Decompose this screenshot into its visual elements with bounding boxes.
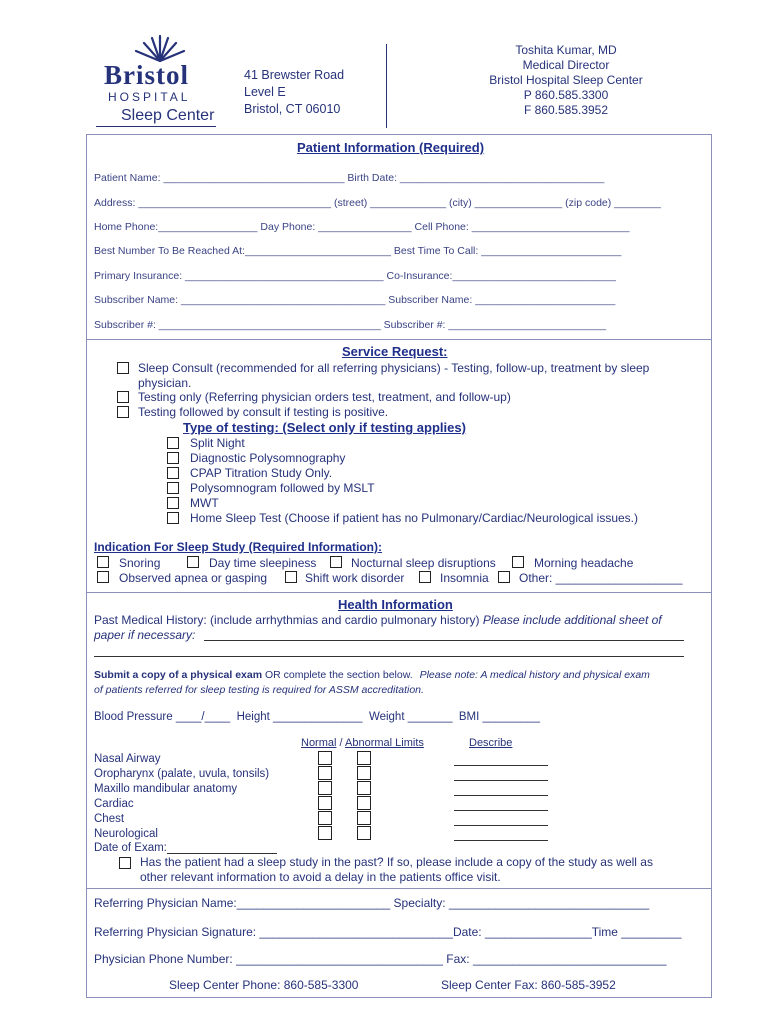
contact-line: Bristol Hospital Sleep Center: [489, 73, 643, 87]
section-divider: [86, 888, 712, 889]
address-line: 41 Brewster Road: [244, 68, 345, 82]
patient-section-title: Patient Information (Required): [297, 140, 485, 155]
logo-sub: HOSPITAL: [108, 90, 191, 104]
normal-checkbox[interactable]: [318, 826, 332, 840]
psg-mslt-checkbox[interactable]: [167, 482, 179, 494]
section-divider: [86, 339, 712, 340]
other-checkbox[interactable]: [498, 571, 510, 583]
section-divider: [86, 592, 712, 593]
submit-exam-note: Please note: A medical history and physical exam: [419, 669, 650, 681]
testing-only-checkbox[interactable]: [117, 391, 129, 403]
best-number-row[interactable]: Best Number To Be Reached At:_________________________ Best Time To Call: ________________________: [94, 245, 622, 257]
sunburst-logo-icon: [130, 34, 190, 62]
contact-line: P 860.585.3300: [523, 88, 609, 102]
normal-checkbox[interactable]: [318, 781, 332, 795]
pmh-note-cont: paper if necessary:: [94, 628, 196, 642]
describe-line[interactable]: [454, 825, 548, 826]
col-abnormal: Abnormal Limits: [345, 737, 424, 749]
subscriber-number-row[interactable]: Subscriber #: ______________________________________ Subscriber #: ___________________________: [94, 319, 607, 331]
testing-type-title: Type of testing: (Select only if testing applies): [183, 420, 466, 435]
split-night-checkbox[interactable]: [167, 437, 179, 449]
patient-name-row[interactable]: Patient Name: _______________________________ Birth Date: ___________________________________: [94, 172, 605, 184]
abnormal-checkbox[interactable]: [357, 826, 371, 840]
date-of-exam-line[interactable]: [167, 853, 277, 854]
testing-consult-checkbox[interactable]: [117, 406, 129, 418]
date-of-exam-label: Date of Exam:: [94, 842, 167, 854]
morning-headache-checkbox[interactable]: [512, 556, 524, 568]
sleep-consult-checkbox[interactable]: [117, 362, 129, 374]
prior-study-checkbox[interactable]: [119, 857, 131, 869]
header-divider: [386, 44, 387, 128]
exam-oropharynx: Oropharynx (palate, uvula, tonsils): [94, 768, 270, 780]
sleep-center-fax: Sleep Center Fax: 860-585-3952: [441, 978, 616, 992]
testing-consult-label: Testing followed by consult if testing is positive.: [138, 405, 389, 419]
referring-name-row[interactable]: Referring Physician Name:_______________________ Specialty: ______________________________: [94, 896, 650, 910]
abnormal-checkbox[interactable]: [357, 781, 371, 795]
prior-study-label: Has the patient had a sleep study in the past? If so, please include a copy of the study as well as: [140, 855, 653, 869]
mwt-label: MWT: [190, 496, 219, 510]
normal-checkbox[interactable]: [318, 811, 332, 825]
cpap-titration-checkbox[interactable]: [167, 467, 179, 479]
shift-work-checkbox[interactable]: [285, 571, 297, 583]
address-block: [244, 67, 344, 118]
exam-chest: Chest: [94, 813, 125, 825]
submit-exam-note-cont: of patients referred for sleep testing is required for ASSM accreditation.: [94, 684, 424, 696]
nocturnal-disruptions-checkbox[interactable]: [330, 556, 342, 568]
exam-neurological: Neurological: [94, 828, 158, 840]
phone-row[interactable]: Home Phone:_________________ Day Phone: ________________ Cell Phone: ___________________________: [94, 221, 630, 233]
vitals-row[interactable]: Blood Pressure ____/____ Height ______________ Weight _______ BMI _________: [94, 711, 541, 723]
pmh-label: [94, 613, 662, 627]
observed-apnea-label: Observed apnea or gasping: [119, 571, 268, 585]
morning-headache-label: Morning headache: [534, 556, 634, 570]
contact-line: F 860.585.3952: [523, 103, 609, 117]
contact-line: Medical Director: [522, 58, 610, 72]
indication-title: Indication For Sleep Study (Required Information):: [94, 540, 383, 554]
home-sleep-test-label: Home Sleep Test (Choose if patient has no Pulmonary/Cardiac/Neurological issues.): [190, 511, 639, 525]
abnormal-checkbox[interactable]: [357, 766, 371, 780]
mwt-checkbox[interactable]: [167, 497, 179, 509]
exam-maxillo: Maxillo mandibular anatomy: [94, 783, 238, 795]
exam-columns-header: [301, 737, 424, 749]
address-line: Level E: [244, 85, 286, 99]
normal-checkbox[interactable]: [318, 766, 332, 780]
contact-block: [448, 43, 684, 118]
sleep-consult-label: Sleep Consult (recommended for all referring physicians) - Testing, follow-up, treatment by sleep: [138, 361, 650, 375]
insomnia-label: Insomnia: [440, 571, 489, 585]
address-row[interactable]: Address: _________________________________ (street) _____________ (city) _______________ (zip code) ________: [94, 197, 661, 209]
testing-only-label: Testing only (Referring physician orders test, treatment, and follow-up): [138, 390, 511, 404]
exam-nasal-airway: Nasal Airway: [94, 753, 161, 765]
submit-exam-bold: Submit a copy of a physical exam: [94, 669, 263, 681]
describe-line[interactable]: [454, 795, 548, 796]
sleep-center-phone: Sleep Center Phone: 860-585-3300: [169, 978, 359, 992]
logo-name: Bristol: [104, 60, 189, 90]
sleep-consult-label-cont: physician.: [138, 376, 192, 390]
shift-work-label: Shift work disorder: [305, 571, 405, 585]
physician-phone-row[interactable]: Physician Phone Number: _______________________________ Fax: _____________________________: [94, 952, 667, 966]
describe-line[interactable]: [454, 840, 548, 841]
nocturnal-disruptions-label: Nocturnal sleep disruptions: [351, 556, 496, 570]
service-section-title: Service Request:: [342, 344, 448, 359]
pmh-line-1[interactable]: [204, 640, 684, 641]
diagnostic-psg-label: Diagnostic Polysomnography: [190, 451, 346, 465]
subscriber-name-row[interactable]: Subscriber Name: ___________________________________ Subscriber Name: ________________________: [94, 294, 616, 306]
other-field[interactable]: Other: ___________________: [519, 571, 683, 585]
diagnostic-psg-checkbox[interactable]: [167, 452, 179, 464]
abnormal-checkbox[interactable]: [357, 811, 371, 825]
insurance-row[interactable]: Primary Insurance: __________________________________ Co-Insurance:____________________________: [94, 270, 616, 282]
split-night-label: Split Night: [190, 436, 245, 450]
observed-apnea-checkbox[interactable]: [97, 571, 109, 583]
abnormal-checkbox[interactable]: [357, 751, 371, 765]
submit-exam-line: [94, 669, 650, 681]
describe-line[interactable]: [454, 810, 548, 811]
exam-cardiac: Cardiac: [94, 798, 134, 810]
health-section-title: Health Information: [338, 597, 453, 612]
contact-line: Toshita Kumar, MD: [515, 43, 617, 57]
cpap-titration-label: CPAP Titration Study Only.: [190, 466, 333, 480]
col-describe: Describe: [469, 737, 513, 749]
referring-signature-row[interactable]: Referring Physician Signature: _____________________________Date: ________________Time _________: [94, 925, 682, 939]
col-sep: /: [339, 737, 343, 749]
describe-line[interactable]: [454, 780, 548, 781]
snoring-label: Snoring: [119, 556, 161, 570]
pmh-label-text: Past Medical History: (include arrhythmias and cardio pulmonary history): [94, 613, 480, 627]
normal-checkbox[interactable]: [318, 751, 332, 765]
abnormal-checkbox[interactable]: [357, 796, 371, 810]
describe-line[interactable]: [454, 765, 548, 766]
pmh-line-2[interactable]: [94, 656, 684, 657]
logo-rule: [96, 126, 216, 127]
pmh-note: Please include additional sheet of: [482, 613, 662, 627]
col-normal: Normal: [301, 737, 337, 749]
snoring-checkbox[interactable]: [97, 556, 109, 568]
prior-study-label-cont: other relevant information to avoid a delay in the patients office visit.: [140, 870, 501, 884]
home-sleep-test-checkbox[interactable]: [167, 512, 179, 524]
submit-exam-rest: OR complete the section below.: [264, 669, 413, 681]
address-line: Bristol, CT 06010: [244, 102, 341, 116]
daytime-sleepiness-label: Day time sleepiness: [209, 556, 317, 570]
psg-mslt-label: Polysomnogram followed by MSLT: [190, 481, 375, 495]
insomnia-checkbox[interactable]: [419, 571, 431, 583]
normal-checkbox[interactable]: [318, 796, 332, 810]
logo-dept: Sleep Center: [121, 107, 215, 124]
daytime-sleepiness-checkbox[interactable]: [187, 556, 199, 568]
